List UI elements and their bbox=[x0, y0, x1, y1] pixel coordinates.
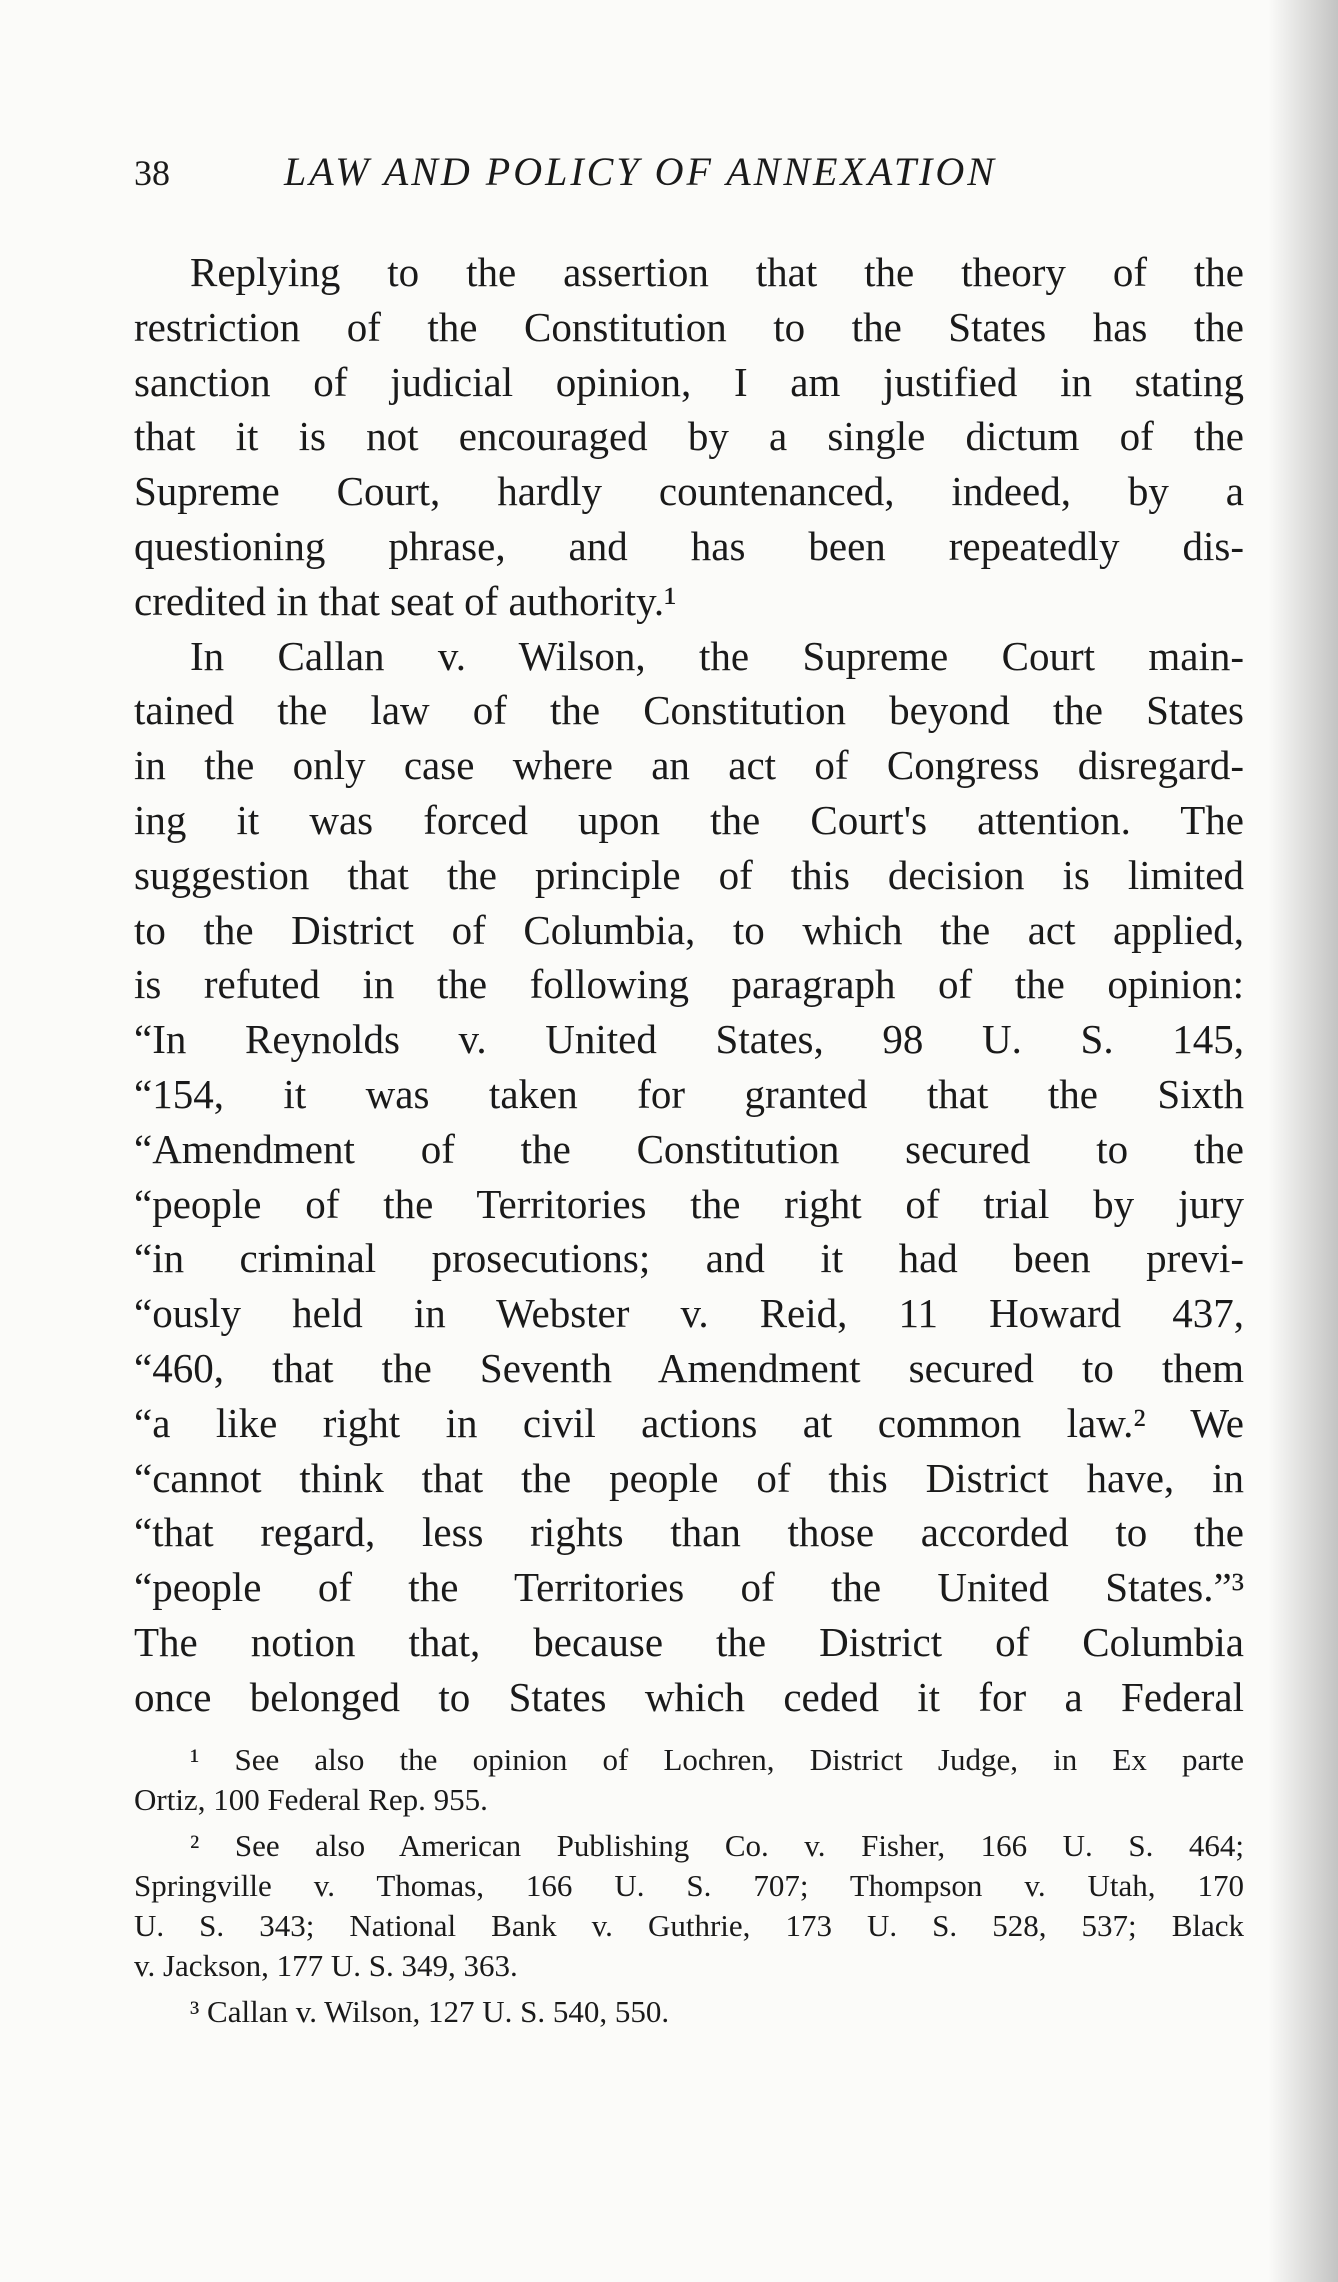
footnote-line: ³ Callan v. Wilson, 127 U. S. 540, 550. bbox=[190, 1994, 670, 2029]
text-line: “in criminal prosecutions; and it had been previ- bbox=[134, 1235, 1244, 1282]
text-line: “a like right in civil actions at common law.² We bbox=[134, 1399, 1244, 1446]
text-line: “In Reynolds v. United States, 98 U. S. 145, bbox=[134, 1016, 1244, 1063]
text-line: credited in that seat of authority.¹ bbox=[134, 577, 677, 624]
footnote-line: Springville v. Thomas, 166 U. S. 707; Thompson v. Utah, 170 bbox=[134, 1868, 1244, 1903]
text-line: “Amendment of the Constitution secured to the bbox=[134, 1125, 1244, 1172]
text-line: The notion that, because the District of Columbia bbox=[134, 1618, 1244, 1665]
text-line: “people of the Territories of the United States.”³ bbox=[134, 1564, 1244, 1611]
footnote-line: U. S. 343; National Bank v. Guthrie, 173 U. S. 528, 537; Black bbox=[134, 1908, 1244, 1943]
footnote-3 bbox=[134, 1992, 1244, 2032]
text-line: Replying to the assertion that the theory of the bbox=[190, 249, 1244, 295]
text-line: “cannot think that the people of this District have, in bbox=[134, 1454, 1244, 1501]
text-line: ing it was forced upon the Court's attention. The bbox=[134, 796, 1244, 843]
text-line: once belonged to States which ceded it for a Federal bbox=[134, 1673, 1244, 1720]
text-line: “people of the Territories the right of trial by jury bbox=[134, 1180, 1244, 1227]
text-line: tained the law of the Constitution beyond the States bbox=[134, 687, 1244, 734]
paragraph-1 bbox=[134, 245, 1244, 629]
page-edge-shadow bbox=[1268, 0, 1338, 2282]
footnote-1 bbox=[134, 1740, 1244, 1820]
text-line: suggestion that the principle of this decision is limited bbox=[134, 851, 1244, 898]
footnote-line: Ortiz, 100 Federal Rep. 955. bbox=[134, 1782, 488, 1817]
footnote-line: ¹ See also the opinion of Lochren, District Judge, in Ex parte bbox=[190, 1742, 1244, 1777]
text-line: questioning phrase, and has been repeatedly dis- bbox=[134, 522, 1244, 569]
body-text bbox=[134, 245, 1244, 1725]
text-line: restriction of the Constitution to the States has the bbox=[134, 303, 1244, 350]
text-line: In Callan v. Wilson, the Supreme Court main- bbox=[190, 632, 1244, 679]
footnote-line: ² See also American Publishing Co. v. Fisher, 166 U. S. 464; bbox=[190, 1828, 1244, 1863]
text-line: to the District of Columbia, to which the act applied, bbox=[134, 906, 1244, 953]
page-number: 38 bbox=[134, 153, 170, 193]
footnotes bbox=[134, 1740, 1244, 2038]
text-line: that it is not encouraged by a single dictum of the bbox=[134, 413, 1244, 460]
text-line: Supreme Court, hardly countenanced, indeed, by a bbox=[134, 468, 1244, 515]
paragraph-2 bbox=[134, 629, 1244, 1725]
footnote-2 bbox=[134, 1826, 1244, 1986]
text-line: “that regard, less rights than those accorded to the bbox=[134, 1509, 1244, 1556]
running-title: LAW AND POLICY OF ANNEXATION bbox=[284, 149, 997, 194]
text-line: “ously held in Webster v. Reid, 11 Howard 437, bbox=[134, 1290, 1244, 1337]
text-line: is refuted in the following paragraph of the opinion: bbox=[134, 961, 1244, 1008]
footnote-line: v. Jackson, 177 U. S. 349, 363. bbox=[134, 1948, 518, 1983]
text-line: “460, that the Seventh Amendment secured to them bbox=[134, 1344, 1244, 1391]
text-line: in the only case where an act of Congress disregard- bbox=[134, 742, 1244, 789]
text-line: sanction of judicial opinion, I am justified in stating bbox=[134, 358, 1244, 405]
text-line: “154, it was taken for granted that the Sixth bbox=[134, 1070, 1244, 1117]
